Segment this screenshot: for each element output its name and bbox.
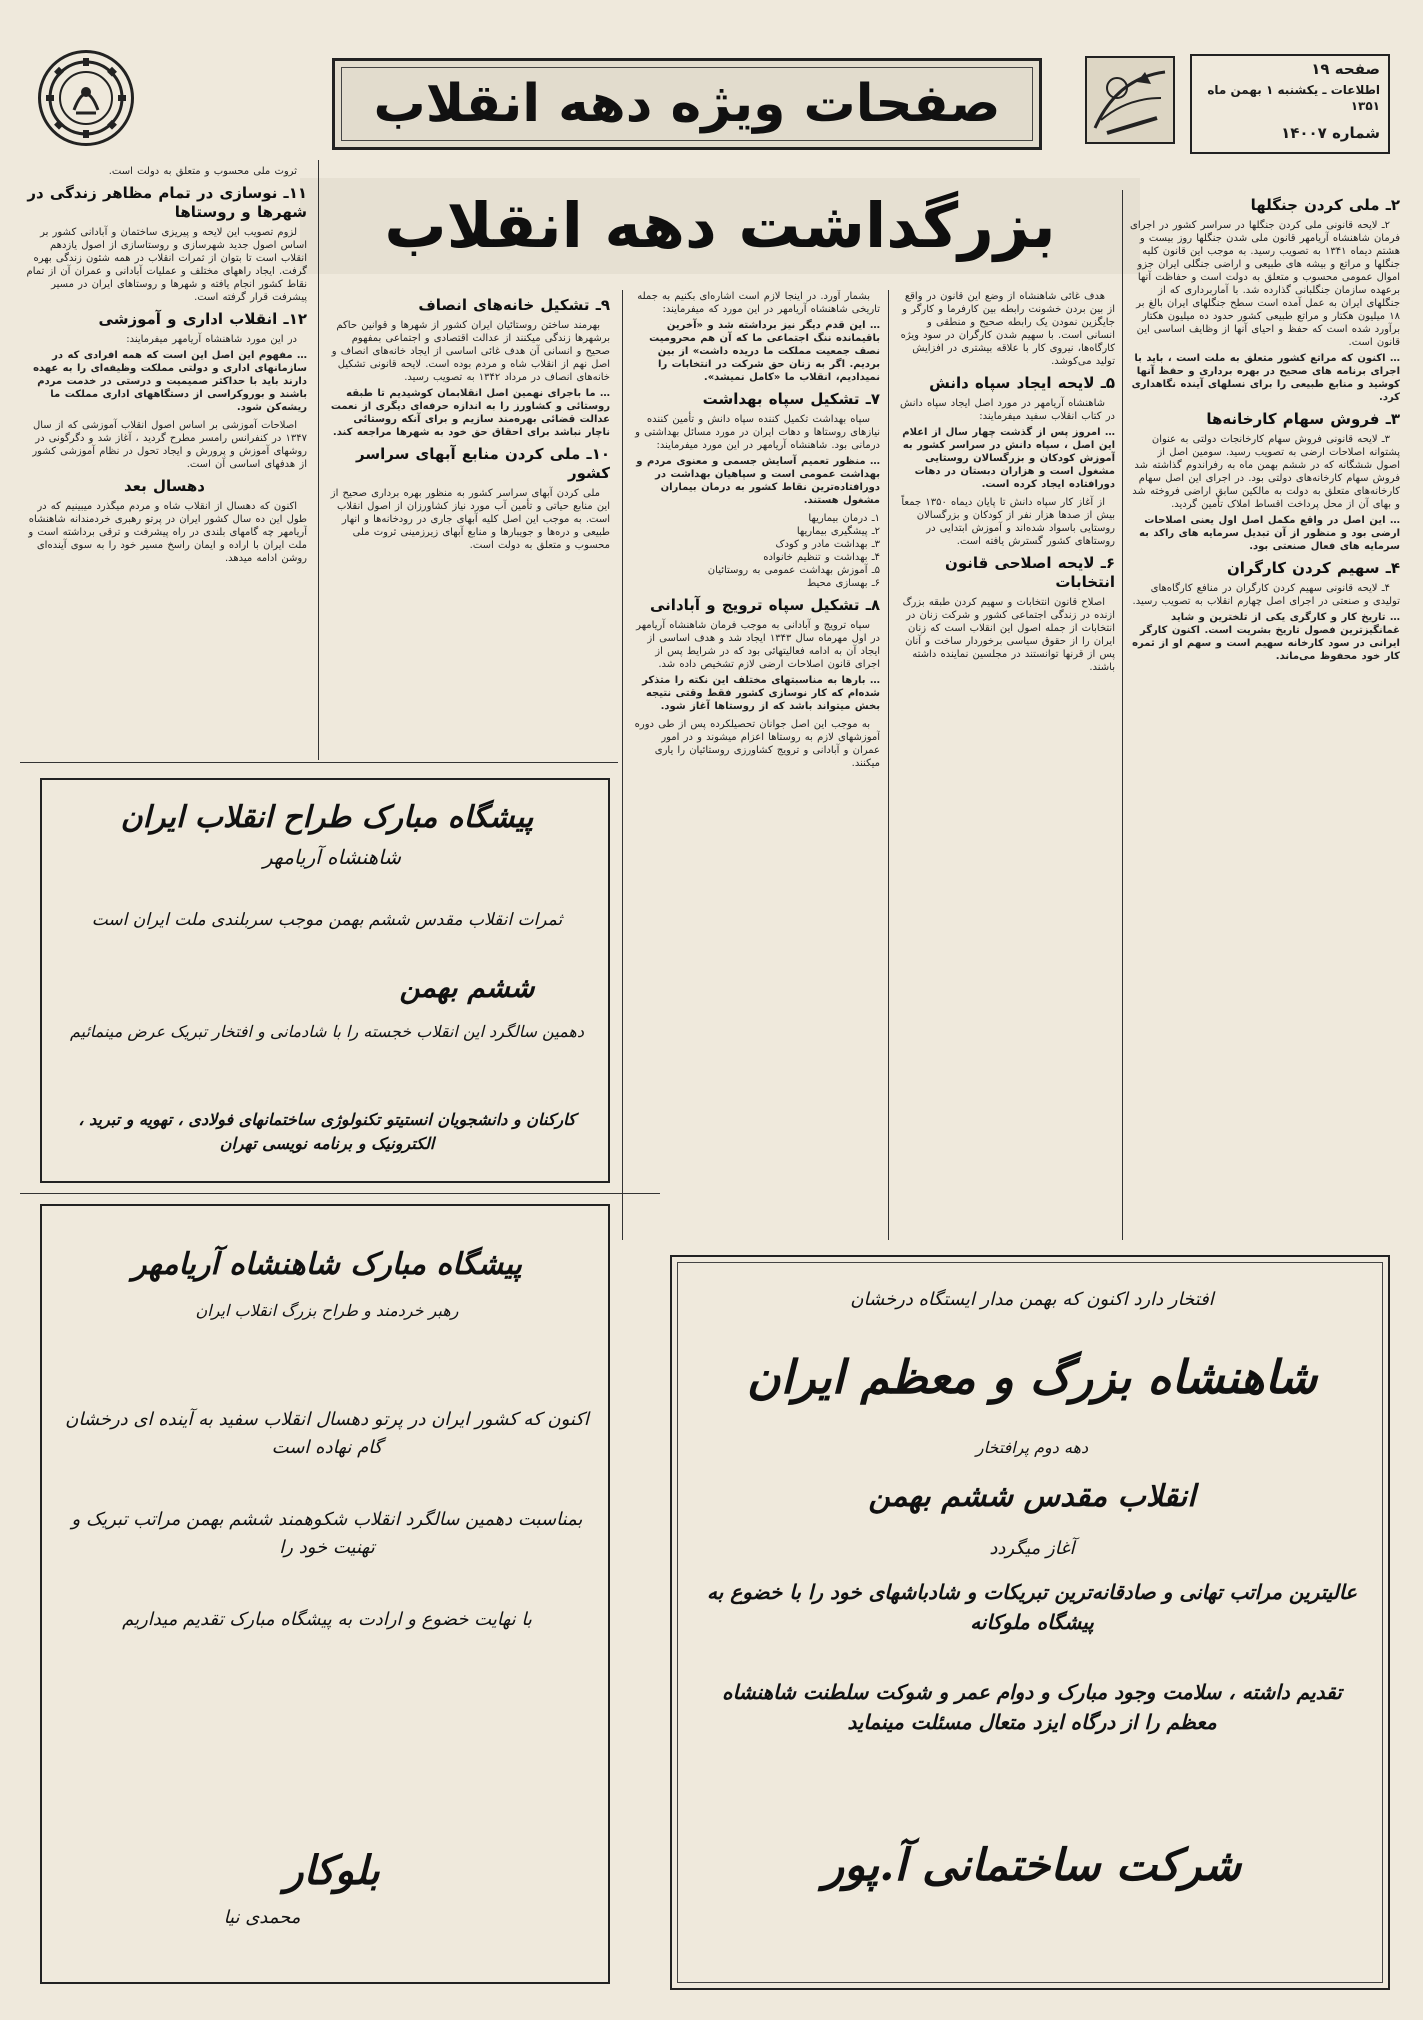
ad-line: انقلاب مقدس ششم بهمن: [868, 1479, 1196, 1514]
ad-line: ثمرات انقلاب مقدس ششم بهمن موجب سربلندی ملت ایران است: [91, 910, 563, 930]
column-rule: [622, 290, 623, 1240]
column-5: [22, 165, 307, 760]
list-item: ۵ـ آموزش بهداشت عمومی به روستائیان: [707, 565, 880, 576]
congrats-ad-1: [40, 778, 610, 1183]
congrats-ad-2: [40, 1204, 610, 1984]
ad-line: شاهنشاه آریامهر: [262, 845, 402, 869]
ad-signature: بلوکار: [284, 1847, 380, 1894]
ad-signature-name: محمدی نیا: [223, 1907, 301, 1928]
ad-line: اکنون که کشور ایران در پرتو دهسال انقلاب سفید به آینده ای درخشان گام نهاده است: [65, 1409, 589, 1458]
paragraph: اصلاح قانون انتخابات و سهیم کردن طبقه بزرگ ازنده در زندگی اجتماعی کشور و شرکت زنان در انتخابات از جمله اصول این انقلاب است که زنان ایران را از حقوق سیاسی برخوردار ساخت و آنان پس از قرنها توانستند در مجلسین نماینده داشته باشند.: [902, 597, 1115, 673]
paragraph: از آغاز کار سپاه دانش تا پایان دیماه ۱۳۵۰ جمعاً بیش از صدها هزار نفر از کودکان و بزرگسالان روستایی باسواد شده‌اند و آموزش ابتدایی در روستاهای کشور گسترش یافته است.: [901, 497, 1115, 547]
ad-line: پیشگاه مبارک شاهنشاه آریامهر: [131, 1247, 523, 1282]
date-line: اطلاعات ـ یکشنبه ۱ بهمن ماه ۱۳۵۱: [1207, 83, 1380, 113]
ad-line: با نهایت خضوع و ارادت به پیشگاه مبارک تقدیم میداریم: [122, 1609, 532, 1630]
ettelaat-stamp: [1085, 56, 1175, 144]
quote: … ما باجرای نهمین اصل انقلابمان کوشیدیم تا طبقه روستائی و کشاورز را به اندازه حرفه‌ای دیگری از نعمت عدالت قضائی بهره‌مند سازیم و برای آنکه روستائی ناچار نباشد برای احقاق حق خود به شهرها مراجعه کند.: [330, 388, 610, 438]
paragraph: بهرمند ساختن روستائیان ایران کشور از شهرها و قوانین حاکم برشهرها زندگی میکنند از عدالت اقتصادی و اجتماعی بمفهوم صحیح و انسانی آن هدف غائی اساسی از ایجاد خانه‌های انصاف و اصل نهم از انقلاب شاه و مردم بوده است. لایحه قانونی تشکیل خانه‌های انصاف در مرداد ۱۳۴۲ به تصویب رسید.: [331, 320, 610, 383]
section-heading: ۴ـ سهیم کردن کارگران: [1226, 559, 1400, 577]
paragraph: سپاه ترویج و آبادانی به موجب فرمان شاهنشاه آریامهر در اول مهرماه سال ۱۳۴۳ ایجاد شد و هدف اساسی از ایجاد آن به ادامه فعالیتهائی بود که در شرایط پس از اجرای قانون اصلاحات ارضی لازم تشخیص داده شد.: [636, 620, 880, 670]
section-heading: ۶ـ لایحه اصلاحی قانون انتخابات: [945, 554, 1115, 591]
section-heading: ۷ـ تشکیل سپاه بهداشت: [702, 390, 880, 408]
quote: … بارها به مناسبتهای مختلف این نکته را متذکر شده‌ام که کار نوسازی کشور فقط وقتی نتیجه بخش میتواند باشد که از روستاها آغاز شود.: [642, 675, 880, 712]
quote: … مفهوم این اصل این است که همه افرادی که در سازمانهای اداری و دولتی مملکت وظیفه‌ای را به عهده دارند باید با حداکثر صمیمیت و درستی در خدمت مردم باشند و بوروکراسی از دستگاههای اداری مملکت ما ریشه‌کن شود.: [33, 350, 307, 413]
paragraph: بشمار آورد. در اینجا لازم است اشاره‌ای بکنیم به جمله تاریخی شاهنشاه آریامهر در این مورد که میفرمایند:: [637, 291, 880, 315]
paragraph: اصلاحات آموزشی بر اساس اصول انقلاب آموزشی که از سال ۱۳۴۷ در کنفرانس رامسر مطرح گردید ، آغاز شد و دگرگونی در روشهای آموزش و پرورش و ایجاد تحول در نظام آموزشی کشور از هدفهای اساسی آن است.: [32, 420, 307, 470]
column-3: [630, 290, 880, 1240]
quote: … این اصل در واقع مکمل اصل اول یعنی اصلاحات ارضی بود و منظور از آن تبدیل سرمایه های راکد به سرمایه های فعال صنعتی بود.: [1139, 515, 1400, 552]
ad-line: آغاز میگردد: [989, 1538, 1075, 1559]
paragraph: سپاه بهداشت تکمیل کننده سپاه دانش و تأمین کننده نیازهای روستاها و دهات ایران در مورد مسائل بهداشتی و درمانی بود. شاهنشاه آریامهر در این مورد میفرمایند:: [635, 414, 880, 451]
column-rule: [888, 290, 889, 1240]
ad-line: شاهنشاه بزرگ و معظم ایران: [746, 1350, 1318, 1404]
paragraph: ۳ـ لایحه قانونی فروش سهام کارخانجات دولتی به عنوان پشتوانه اصلاحات ارضی به تصویب رسید. سومین اصل از اصول ششگانه که در ششم بهمن ماه به رفراندوم گذاشته شد فروش سهام کارخانه‌های دولتی بود. در اجرای این اصل سهام کارخانه‌های متعلق به دولت به مالکین سابق اراضی فروخته شد و بهای آن از محل پرداخت اقساط املاک تأمین گردید.: [1132, 434, 1400, 510]
ad-line: پیشگاه مبارک طراح انقلاب ایران: [120, 800, 534, 835]
page-number: صفحه ۱۹: [1311, 60, 1380, 78]
ad-line: بمناسبت دهمین سالگرد انقلاب شکوهمند ششم بهمن مراتب تبریک و تهنیت خود را: [71, 1509, 583, 1558]
ad-line: تقدیم داشته ، سلامت وجود مبارک و دوام عمر و شوکت سلطنت شاهنشاه معظم را از درگاه ایزد متعال مسئلت مینماید: [722, 1680, 1342, 1734]
list-item: ۱ـ درمان بیماریها: [808, 513, 880, 524]
column-4: [330, 290, 610, 760]
section-rule: [20, 1193, 660, 1194]
quote: … اکنون که مراتع کشور متعلق به ملت است ، باید با اجرای برنامه های صحیح در بهره برداری و حفظ آنها کوشید و منابع طبیعی را برای نسلهای آینده نگاهداری کرد.: [1131, 353, 1400, 403]
paragraph: هدف غائی شاهنشاه از وضع این قانون در واقع از بین بردن خشونت رابطه بین کارفرما و کارگر و جایگزین نمودن یک رابطه صحیح و منطقی و انسانی است. با سهیم شدن کارگران در سود ویژه کارگاه‌ها، نیروی کار با علاقه بیشتری در افزایش تولید می‌کوشد.: [900, 291, 1115, 367]
section-heading: ۳ـ فروش سهام کارخانه‌ها: [1206, 410, 1400, 428]
section-heading: ۹ـ تشکیل خانه‌های انصاف: [418, 296, 610, 314]
ad-line: رهبر خردمند و طراح بزرگ انقلاب ایران: [195, 1301, 459, 1320]
quote: … تاریخ کار و کارگری یکی از تلخترین و شاید غمانگیزترین فصول تاریخ بشریت است. اکنون کارگر ایرانی در سود کارخانه سهیم است و سهم او از ثمره کار خود محفوظ می‌ماند.: [1132, 612, 1400, 662]
list-item: ۴ـ بهداشت و تنظیم خانواده: [763, 552, 880, 563]
section-heading: ۱۱ـ نوسازی در تمام مظاهر زندگی در شهرها و روستاها: [27, 184, 307, 221]
paragraph: به موجب این اصل جوانان تحصیلکرده پس از طی دوره آموزشهای لازم به روستاها اعزام میشوند و در امور عمران و آبادانی و ترویج کشاورزی روستائیان را یاری میکنند.: [634, 719, 880, 769]
banner-box: [332, 58, 1042, 150]
ad-line: عالیترین مراتب تهانی و صادقانه‌ترین تبریکات و شادباشهای خود را با خضوع به پیشگاه ملوکانه: [707, 1580, 1357, 1634]
page-info: [1190, 54, 1390, 154]
ad-line: دهمین سالگرد این انقلاب خجسته را با شادمانی و افتخار تبریک عرض مینمائیم: [70, 1022, 584, 1041]
congrats-ad-3: [670, 1255, 1390, 1990]
section-heading: ۵ـ لایحه ایجاد سپاه دانش: [929, 374, 1115, 392]
column-2: [895, 290, 1115, 1240]
paragraph: در این مورد شاهنشاه آریامهر میفرمایند:: [126, 334, 297, 345]
section-heading: ۲ـ ملی کردن جنگلها: [1250, 196, 1400, 214]
section-heading: ۱۰ـ ملی کردن منابع آبهای سراسر کشور: [356, 445, 610, 482]
paragraph: ملی کردن آبهای سراسر کشور به منظور بهره برداری صحیح از این منابع حیاتی و تأمین آب مورد نیاز کشاورزان از اصول انقلاب است. به موجب این اصل کلیه آبهای جاری در رودخانه‌ها و انهار طبیعی و دره‌ها و جویبارها و منابع آبهای زیرزمینی ثروت ملی محسوب و متعلق به دولت است.: [330, 488, 610, 551]
column-rule: [318, 160, 319, 760]
section-heading: دهسال بعد: [124, 477, 205, 495]
quote: … منظور تعمیم آسایش جسمی و معنوی مردم و بهداشت عمومی است و سپاهیان بهداشت در دورافتاده‌ترین نقاط کشور به درمان بیماران مشغول هستند.: [636, 456, 880, 506]
paragraph: شاهنشاه آریامهر در مورد اصل ایجاد سپاه دانش در کتاب انقلاب سفید میفرمایند:: [900, 398, 1115, 422]
stamp-icon: [1087, 58, 1173, 142]
ad-line: دهه دوم پرافتخار: [975, 1438, 1089, 1457]
gear-emblem-icon: [46, 58, 126, 138]
list-item: ۲ـ پیشگیری بیماریها: [796, 526, 880, 537]
paragraph: ۲ـ لایحه قانونی ملی کردن جنگلها در سراسر کشور در اجرای فرمان شاهنشاه آریامهر قانون ملی شدن جنگلها روز بیست و هشتم دیماه ۱۳۴۱ به تصویب رسید. به موجب این قانون کلیه جنگلها و مراتع و بیشه های طبیعی و اراضی جنگلی ایران جزو اموال عمومی محسوب و متعلق به دولت است و حفاظت آنها برعهده سازمان جنگلبانی گذارده شد. با آماربرداری که از جنگلهای ایران به عمل آمده است سطح جنگلهای ایران بالغ بر ۱۸ میلیون هکتار و مراتع طبیعی کشور حدود ده میلیون هکتار برآورد شده است که حفظ و احیای آنها از وظایف اساسی این قانون است.: [1130, 220, 1400, 348]
ad-line: کارکنان و دانشجویان انستیتو تکنولوژی ساختمانهای فولادی ، تهویه و تبرید ، الکترونیک و برنامه نویسی تهران: [78, 1110, 576, 1153]
section-heading: ۱۲ـ انقلاب اداری و آموزشی: [98, 310, 307, 328]
quote: … این قدم دیگر نیز برداشته شد و «آخرین باقیمانده ننگ اجتماعی ما که آن هم محرومیت نصف جمعیت مملکت ما دریده داشت» از بین بردیم. اگر به زنان حق شرکت در انتخابات را نمیدادیم، انقلاب ما «کامل نمیشد».: [649, 320, 880, 383]
ad-line: افتخار دارد اکنون که بهمن مدار ایستگاه درخشان: [850, 1289, 1214, 1310]
ad-line: ششم بهمن: [399, 971, 535, 1004]
emblem-logo: [38, 50, 134, 146]
banner-title: صفحات ویژه دهه انقلاب: [373, 74, 1001, 134]
paragraph: اکنون که دهسال از انقلاب شاه و مردم میگذرد میبینیم که در طول این ده سال کشور ایران در پرتو رهبری خردمندانه شاهنشاه آریامهر چه گامهای بلندی در راه پیشرفت و ترقی برداشته است و ملت ایران با اراده و ایمان راسخ مسیر خود را به سوی آینده‌ای روشن ادامه میدهد.: [28, 501, 307, 564]
headline-strip: [300, 178, 1140, 274]
masthead: [20, 28, 1400, 178]
paragraph: ثروت ملی محسوب و متعلق به دولت است.: [108, 166, 297, 177]
ad-signature: شرکت ساختمانی آ.پور: [822, 1840, 1242, 1891]
quote: … امروز پس از گذشت چهار سال از اعلام این اصل ، سپاه دانش در سراسر کشور به آموزش کودکان و بزرگسالان روستایی مشغول است و هزاران دبستان در دهات دورافتاده ایجاد کرده است.: [902, 427, 1115, 490]
section-heading: ۸ـ تشکیل سپاه ترویج و آبادانی: [650, 596, 880, 614]
list-item: ۳ـ بهداشت مادر و کودک: [775, 539, 880, 550]
list-item: ۶ـ بهسازی محیط: [807, 578, 880, 589]
issue-number: شماره ۱۴۰۰۷: [1281, 124, 1380, 142]
column-rule: [1122, 190, 1123, 1240]
section-rule: [20, 762, 618, 763]
paragraph: ۴ـ لایحه قانونی سهیم کردن کارگران در منافع کارگاه‌های تولیدی و صنعتی در اجرای اصل چهارم انقلاب به تصویب رسید.: [1132, 583, 1400, 607]
column-1: [1130, 190, 1400, 1245]
paragraph: لزوم تصویب این لایحه و پیریزی ساختمان و آبادانی کشور بر اساس اصول جدید شهرسازی و روستاسازی از اصول یازدهم انقلاب است تا بتوان از ثمرات انقلاب در همه شئون زندگی بهره گرفت. ایجاد راههای مختلف و عملیات آبادانی و عمران آن از تمام نقاط کشور انجام یافته و شهرها و روستاهای ایران در مسیر پیشرفت قرار گرفته است.: [26, 227, 307, 303]
main-headline: بزرگداشت دهه انقلاب: [384, 189, 1056, 262]
